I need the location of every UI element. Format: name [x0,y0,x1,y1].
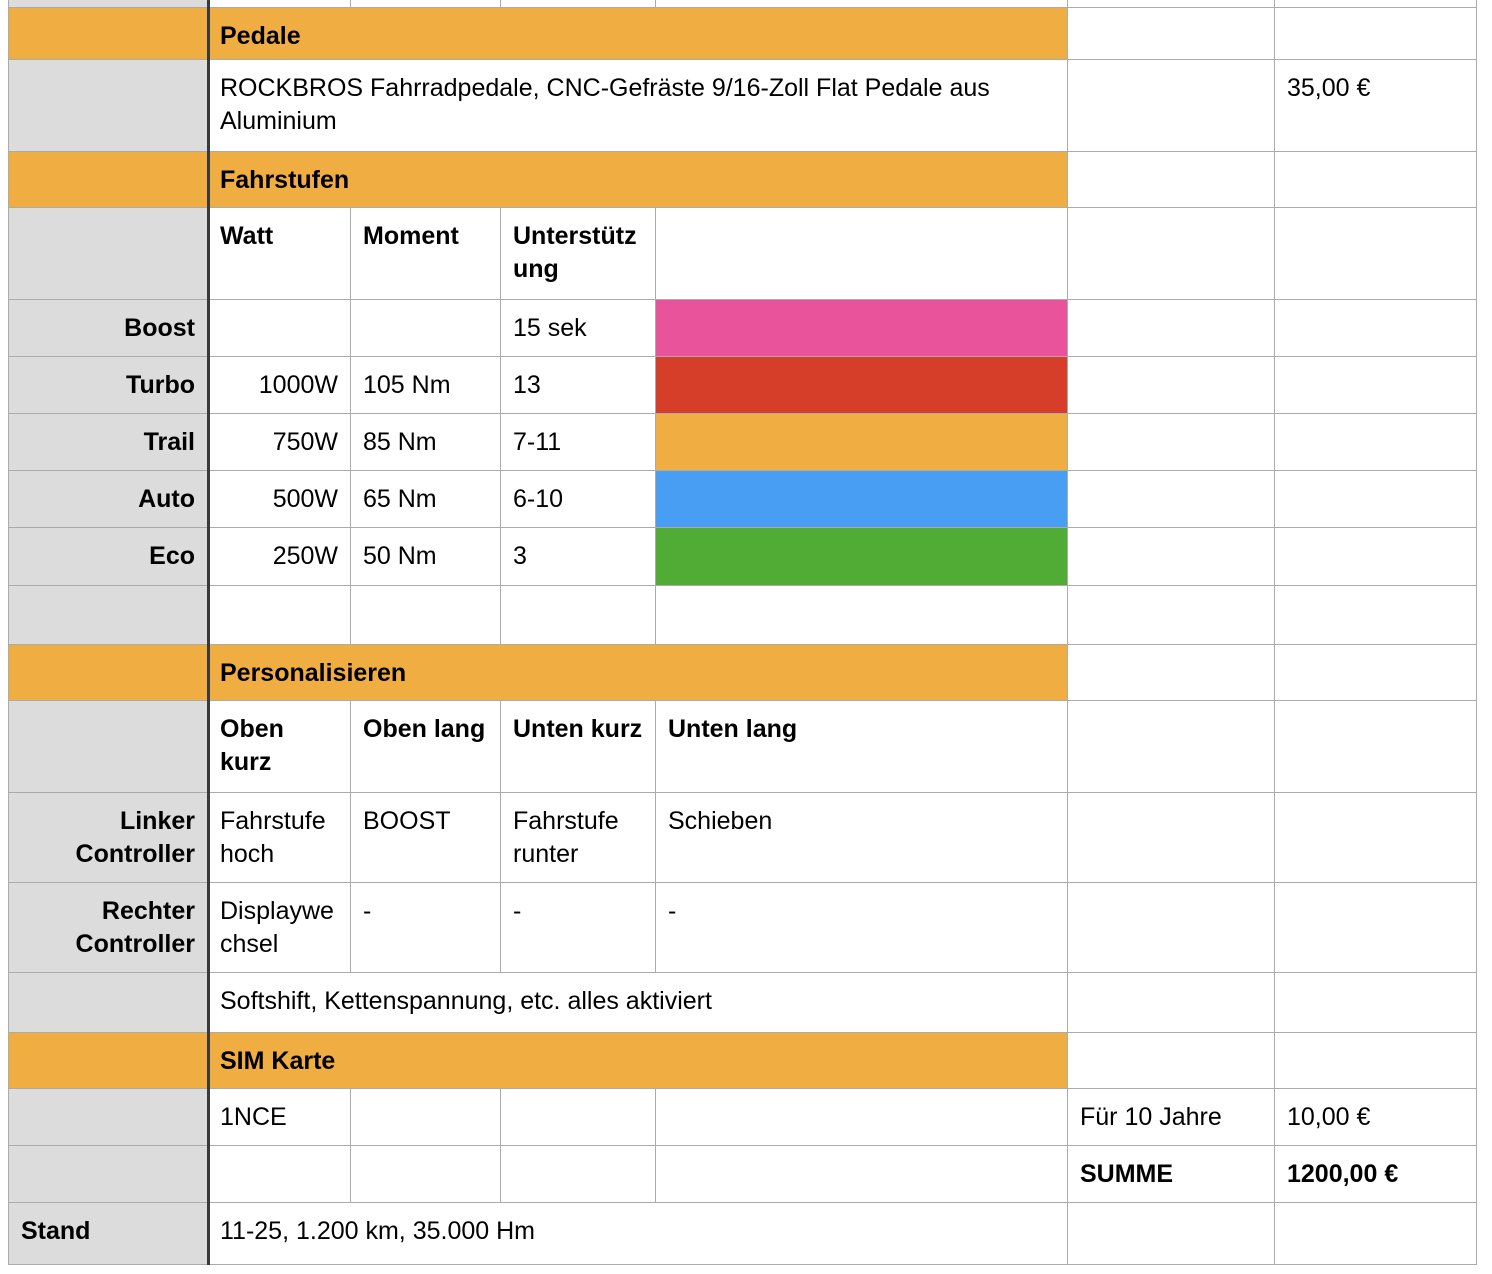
empty-cell[interactable] [351,1089,501,1146]
sim-section-header[interactable]: SIM Karte [208,1033,1068,1089]
stand-label-cell[interactable]: Stand [9,1203,208,1265]
level-eco-color-bar[interactable] [656,528,1068,586]
level-turbo-unterstuetzung[interactable]: 13 [501,357,656,414]
level-turbo-color-bar[interactable] [656,357,1068,414]
empty-cell[interactable] [501,586,656,645]
empty-cell[interactable] [1068,1033,1275,1089]
empty-cell[interactable] [656,1089,1068,1146]
empty-label-cell[interactable] [9,208,208,300]
empty-cell[interactable] [1275,471,1477,528]
col-header-oben-kurz[interactable]: Oben kurz [208,701,351,793]
top-partial-label-cell[interactable] [9,0,208,8]
pedale-price-cell[interactable]: 35,00 € [1275,60,1477,152]
linker-oben-lang-cell[interactable]: BOOST [351,793,501,883]
empty-cell[interactable] [1275,645,1477,701]
empty-cell[interactable] [1068,152,1275,208]
sim-duration-cell[interactable]: Für 10 Jahre [1068,1089,1275,1146]
level-auto-moment[interactable]: 65 Nm [351,471,501,528]
fahrstufen-header-label-cell[interactable] [9,152,208,208]
col-header-watt[interactable]: Watt [208,208,351,300]
summe-value-cell[interactable]: 1200,00 € [1275,1146,1477,1203]
empty-cell[interactable] [1068,300,1275,357]
empty-cell[interactable] [1275,1203,1477,1265]
empty-cell[interactable] [1068,357,1275,414]
rechter-unten-lang-cell[interactable]: - [656,883,1068,973]
empty-cell[interactable] [656,208,1068,300]
empty-cell[interactable] [1275,414,1477,471]
level-trail-moment[interactable]: 85 Nm [351,414,501,471]
empty-cell[interactable] [1275,357,1477,414]
level-turbo-watt[interactable]: 1000W [208,357,351,414]
level-turbo-moment[interactable]: 105 Nm [351,357,501,414]
level-eco-watt[interactable]: 250W [208,528,351,586]
spreadsheet-table [8,0,1477,1265]
empty-cell[interactable] [1275,793,1477,883]
empty-cell[interactable] [1275,973,1477,1033]
empty-cell[interactable] [1275,300,1477,357]
level-boost-unterstuetzung[interactable]: 15 sek [501,300,656,357]
empty-cell[interactable] [1068,60,1275,152]
linker-unten-kurz-cell[interactable]: Fahrstufe runter [501,793,656,883]
pedale-header-label-cell[interactable] [9,8,208,60]
col-header-unten-kurz[interactable]: Unten kurz [501,701,656,793]
level-eco-label[interactable]: Eco [9,528,208,586]
empty-cell[interactable] [1275,1033,1477,1089]
level-boost-moment[interactable] [351,300,501,357]
col-header-moment[interactable]: Moment [351,208,501,300]
empty-cell[interactable] [656,1146,1068,1203]
empty-cell[interactable] [1275,883,1477,973]
linker-unten-lang-cell[interactable]: Schieben [656,793,1068,883]
empty-cell[interactable] [208,1146,351,1203]
softshift-note-cell[interactable]: Softshift, Kettenspannung, etc. alles aktiviert [208,973,1068,1033]
sim-provider-cell[interactable]: 1NCE [208,1089,351,1146]
empty-cell[interactable] [1068,208,1275,300]
level-boost-watt[interactable] [208,300,351,357]
sim-header-label-cell[interactable] [9,1033,208,1089]
empty-cell[interactable] [1068,586,1275,645]
pedale-item-cell[interactable]: ROCKBROS Fahrradpedale, CNC-Gefräste 9/16-Zoll Flat Pedale aus Aluminium [208,60,1068,152]
empty-cell[interactable] [351,1146,501,1203]
rechter-oben-kurz-cell[interactable]: Displaywechsel [208,883,351,973]
level-eco-moment[interactable]: 50 Nm [351,528,501,586]
empty-cell[interactable] [1068,1203,1275,1265]
empty-cell[interactable] [656,0,1068,8]
column-divider-line [207,0,210,1265]
empty-label-cell[interactable] [9,1089,208,1146]
empty-cell[interactable] [1275,208,1477,300]
empty-label-cell[interactable] [9,973,208,1033]
empty-cell[interactable] [1068,793,1275,883]
col-header-unterstuetzung[interactable]: Unterstützung [501,208,656,300]
level-auto-color-bar[interactable] [656,471,1068,528]
empty-cell[interactable] [1275,8,1477,60]
col-header-unten-lang[interactable]: Unten lang [656,701,1068,793]
rechter-unten-kurz-cell[interactable]: - [501,883,656,973]
empty-cell[interactable] [1275,528,1477,586]
fahrstufen-section-header[interactable]: Fahrstufen [208,152,1068,208]
empty-cell[interactable] [1068,645,1275,701]
level-auto-unterstuetzung[interactable]: 6-10 [501,471,656,528]
empty-cell[interactable] [1275,586,1477,645]
empty-cell[interactable] [1068,528,1275,586]
empty-cell[interactable] [351,0,501,8]
empty-cell[interactable] [351,586,501,645]
personalisieren-header-label-cell[interactable] [9,645,208,701]
linker-controller-label[interactable]: Linker Controller [9,793,208,883]
linker-oben-kurz-cell[interactable]: Fahrstufe hoch [208,793,351,883]
empty-cell[interactable] [1068,973,1275,1033]
level-auto-label[interactable]: Auto [9,471,208,528]
empty-cell[interactable] [1068,701,1275,793]
empty-cell[interactable] [1275,0,1477,8]
level-trail-color-bar[interactable] [656,414,1068,471]
stand-value-cell[interactable]: 11-25, 1.200 km, 35.000 Hm [208,1203,1068,1265]
empty-cell[interactable] [501,0,656,8]
level-trail-watt[interactable]: 750W [208,414,351,471]
col-header-oben-lang[interactable]: Oben lang [351,701,501,793]
level-boost-label[interactable]: Boost [9,300,208,357]
level-trail-unterstuetzung[interactable]: 7-11 [501,414,656,471]
level-boost-color-bar[interactable] [656,300,1068,357]
rechter-oben-lang-cell[interactable]: - [351,883,501,973]
empty-cell[interactable] [1068,0,1275,8]
empty-cell[interactable] [1068,883,1275,973]
empty-label-cell[interactable] [9,1146,208,1203]
summe-label-cell[interactable]: SUMME [1068,1146,1275,1203]
empty-label-cell[interactable] [9,586,208,645]
level-turbo-label[interactable]: Turbo [9,357,208,414]
empty-cell[interactable] [1275,152,1477,208]
empty-cell[interactable] [656,586,1068,645]
rechter-controller-label[interactable]: Rechter Controller [9,883,208,973]
empty-cell[interactable] [501,1089,656,1146]
level-trail-label[interactable]: Trail [9,414,208,471]
sim-price-cell[interactable]: 10,00 € [1275,1089,1477,1146]
pedale-section-header[interactable]: Pedale [208,8,1068,60]
empty-cell[interactable] [1275,701,1477,793]
empty-cell[interactable] [1068,471,1275,528]
empty-label-cell[interactable] [9,60,208,152]
level-eco-unterstuetzung[interactable]: 3 [501,528,656,586]
empty-cell[interactable] [208,586,351,645]
level-auto-watt[interactable]: 500W [208,471,351,528]
empty-cell[interactable] [1068,8,1275,60]
empty-label-cell[interactable] [9,701,208,793]
empty-cell[interactable] [1068,414,1275,471]
personalisieren-section-header[interactable]: Personalisieren [208,645,1068,701]
empty-cell[interactable] [208,0,351,8]
empty-cell[interactable] [501,1146,656,1203]
